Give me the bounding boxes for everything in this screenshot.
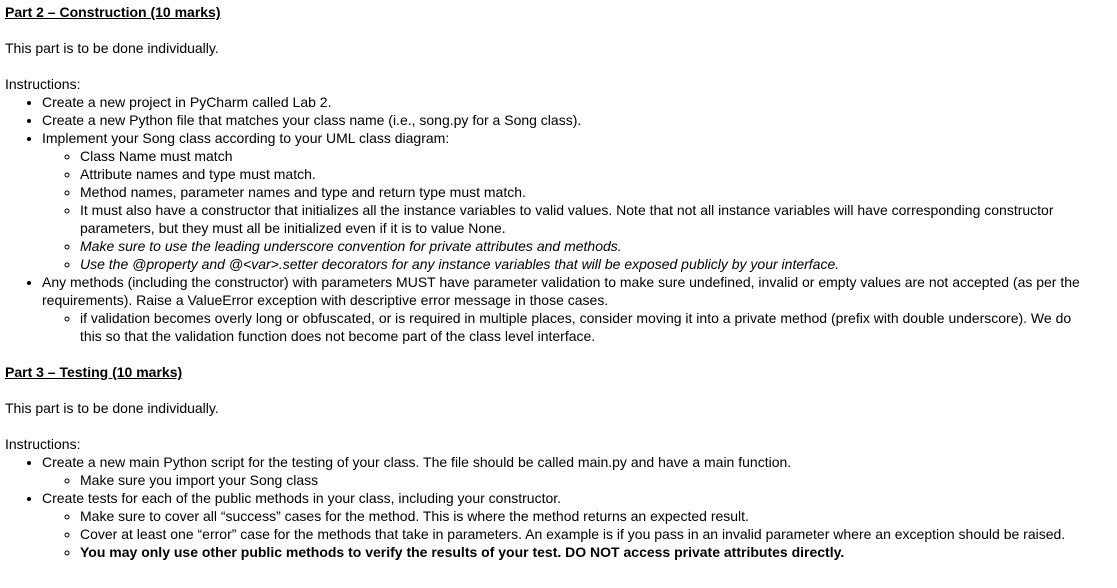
list-item [42,111,1117,129]
list-item-text: Create a new Python file that matches your class name (i.e., song.py for a Song class). [42,112,582,128]
sub-list [42,471,1087,489]
sub-list [42,147,1087,273]
sub-list [42,507,1087,561]
list-item [42,453,1117,489]
part3-instructions-list [5,453,1117,561]
part2-intro: This part is to be done individually. [5,40,219,56]
sub-list-item: ◦ Class Name must match [80,147,1087,165]
part3-heading: Part 3 – Testing (10 marks) [5,364,183,380]
sub-list [42,309,1087,345]
part2-instructions-list [5,93,1117,345]
sub-list-item: ◦ Make sure you import your Song class [80,471,1087,489]
sub-list-item: ◦ Make sure to use the leading underscore convention for private attributes and methods. [80,237,1087,255]
list-item-text: Implement your Song class according to your UML class diagram: [42,130,450,146]
list-item-text: Create tests for each of the public methods in your class, including your constructor. [42,490,562,506]
sub-list-item: ◦ if validation becomes overly long or obfuscated, or is required in multiple places, consider moving it into a private method (prefix with double underscore). We do this so that the validation function does not become part of the class level interface. [80,309,1087,345]
sub-list-item: ◦ Cover at least one “error” case for the methods that take in parameters. An example is if you pass in an invalid parameter where an exception should be raised. [80,525,1087,543]
list-item-text: Create a new main Python script for the testing of your class. The file should be called main.py and have a main function. [42,454,792,470]
list-item-text: Any methods (including the constructor) with parameters MUST have parameter validation to make sure undefined, invalid or empty values are not accepted (as per the requirements). Raise a ValueError exception with descriptive error message in those cases. [42,274,1080,308]
part2-heading: Part 2 – Construction (10 marks) [5,4,221,20]
sub-list-item: ◦ It must also have a constructor that initializes all the instance variables to valid values. Note that not all instance variables will have corresponding constructor parameters, but they must all be initialized even if it is to value None. [80,201,1087,237]
part2-instructions-label: Instructions: [5,76,81,92]
sub-list-item: ◦ Use the @property and @<var>.setter decorators for any instance variables that will be exposed publicly by your interface. [80,255,1087,273]
part3-intro: This part is to be done individually. [5,400,219,416]
sub-list-item: ◦ Method names, parameter names and type and return type must match. [80,183,1087,201]
list-item [42,489,1117,561]
list-item-text: Create a new project in PyCharm called Lab 2. [42,94,332,110]
part3-instructions-label: Instructions: [5,436,81,452]
list-item [42,273,1117,345]
sub-list-item: ◦ Attribute names and type must match. [80,165,1087,183]
sub-list-item: ◦ Make sure to cover all “success” cases for the method. This is where the method returns an expected result. [80,507,1087,525]
list-item [42,129,1117,273]
sub-list-item: ◦ You may only use other public methods to verify the results of your test. DO NOT access private attributes directly. [80,543,1087,561]
list-item [42,93,1117,111]
